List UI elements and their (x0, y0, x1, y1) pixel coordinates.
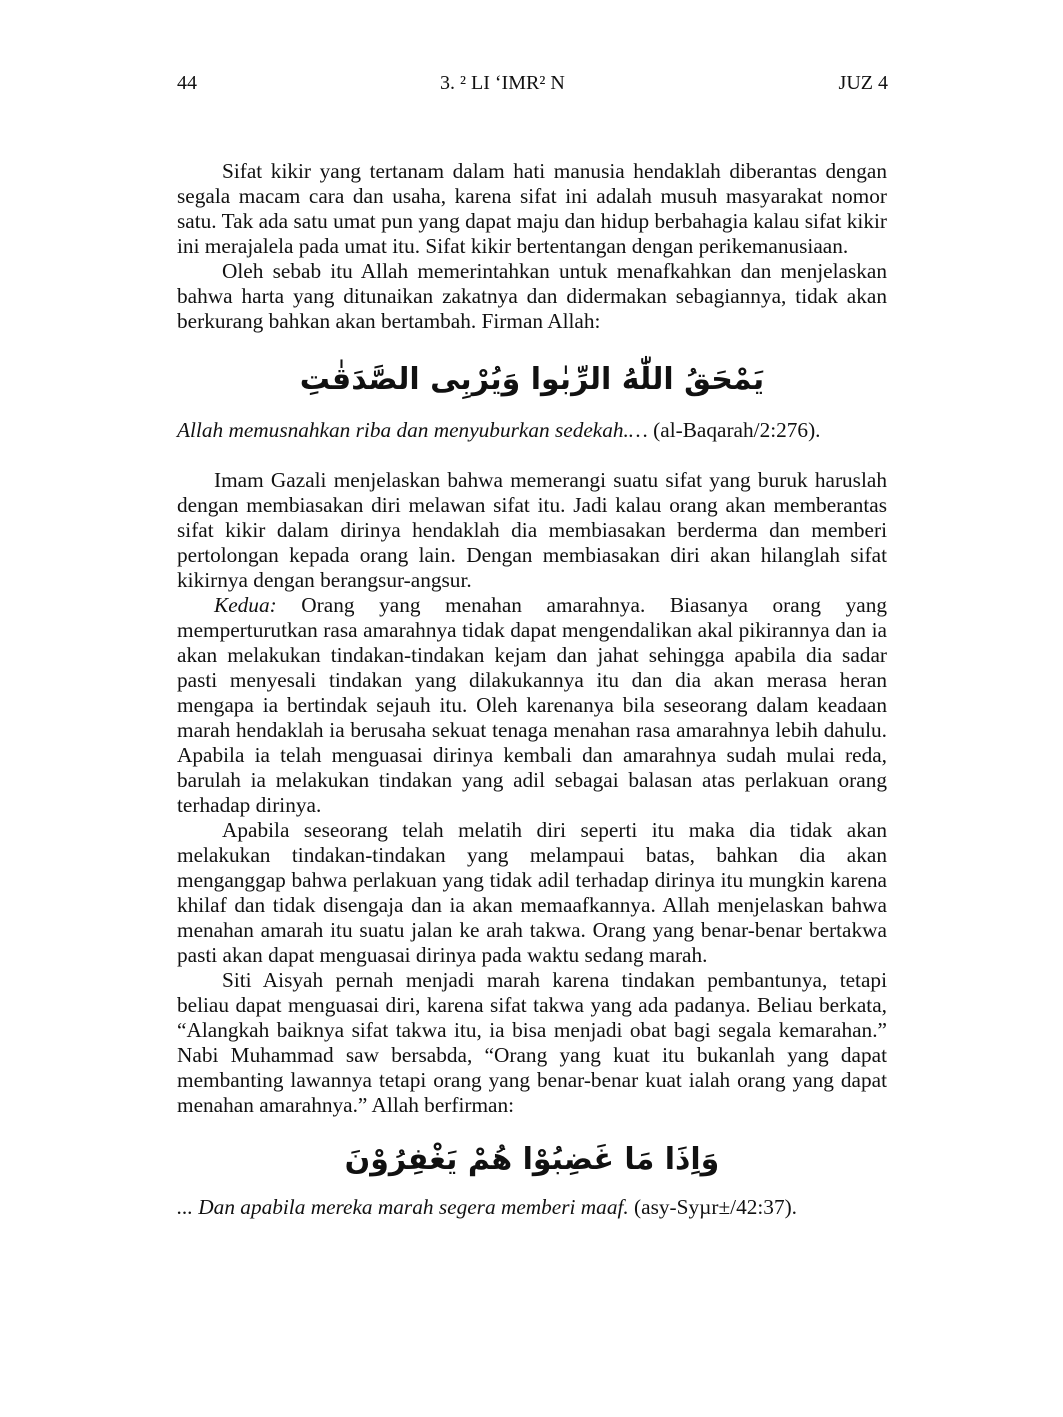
paragraph: Oleh sebab itu Allah memerintahkan untuk menafkahkan dan menjelaskan bahwa harta yang ditunaikan zakatnya dan didermakan sebagiannya, tidak akan berkurang bahkan akan bertambah. Firman Allah: (177, 259, 887, 333)
running-title: 3. ² LI ‘IMR² N (440, 72, 565, 94)
section-2 (177, 468, 887, 1118)
arabic-verse-1: يَمْحَقُ اللّٰهُ الرِّبٰوا وَيُرْبِى الصَّدَقٰتِ (299, 362, 765, 397)
paragraph: Sifat kikir yang tertanam dalam hati manusia hendaklah diberantas dengan segala macam cara dan usaha, karena sifat ini adalah musuh masyarakat nomor satu. Tak ada satu umat pun yang dapat maju dan hidup berbahagia kalau sifat kikir ini merajalela pada umat itu. Sifat kikir bertentangan dengan perikemanusiaan. (177, 159, 887, 258)
verse-2-translation (177, 1195, 887, 1220)
verse-reference: (asy-Syµr±/42:37). (628, 1195, 798, 1219)
translation-text: Allah memusnahkan riba dan menyuburkan sedekah.… (177, 418, 648, 442)
translation-text: ... Dan apabila mereka marah segera memberi maaf. (177, 1195, 629, 1219)
kedua-text: Orang yang menahan amarahnya. Biasanya orang yang memperturutkan rasa amarahnya tidak dapat mengendalikan akal pikirannya dan ia akan melakukan tindakan-tindakan kejam dan jahat sehingga apabila dia sadar pasti menyesali tindakan yang dilakukannya itu dan dia akan merasa heran mengapa ia bertindak sejauh itu. Oleh karenanya bila seseorang dalam keadaan marah hendaklah ia berusaha sekuat tenaga menahan rasa amarahnya lebih dahulu. Apabila ia telah menguasai dirinya kembali dan amarahnya sudah mulai reda, barulah ia melakukan tindakan yang adil sebagai balasan atas perlakuan orang terhadap dirinya. (177, 593, 887, 817)
paragraph: Imam Gazali menjelaskan bahwa memerangi suatu sifat yang buruk haruslah dengan membiasakan diri melawan sifat itu. Jadi kalau orang akan memberantas sifat kikir dalam dirinya hendaklah dia membiasakan berderma dan memberi pertolongan kepada orang lain. Dengan membiasakan diri akan hilanglah sifat kikirnya dengan berangsur-angsur. (177, 468, 887, 592)
paragraph: Siti Aisyah pernah menjadi marah karena tindakan pembantunya, tetapi beliau dapat menguasai diri, karena sifat takwa yang ada padanya. Beliau berkata, “Alangkah baiknya sifat takwa itu, ia bisa menjadi obat bagi segala kemarahan.” Nabi Muhammad saw bersabda, “Orang yang kuat itu bukanlah yang dapat membanting lawannya tetapi orang yang benar-benar kuat ialah orang yang dapat menahan amarahnya.” Allah berfirman: (177, 968, 887, 1117)
paragraph: Apabila seseorang telah melatih diri seperti itu maka dia tidak akan melakukan tindakan-tindakan yang melampaui batas, bahkan dia akan menganggap bahwa perlakuan yang tidak adil terhadap dirinya itu mungkin karena khilaf dan tidak disengaja dan ia akan memaafkannya. Allah menjelaskan bahwa menahan amarah itu suatu jalan ke arah takwa. Orang yang benar-benar bertakwa pasti akan dapat menguasai dirinya pada waktu sedang marah. (177, 818, 887, 967)
verse-reference: (al-Baqarah/2:276). (647, 418, 821, 442)
kedua-label: Kedua: (214, 593, 277, 617)
arabic-verse-2: وَاِذَا مَا غَضِبُوْا هُمْ يَغْفِرُوْنَ (344, 1142, 720, 1177)
verse-1-translation (177, 418, 887, 443)
juz-label: JUZ 4 (838, 72, 888, 94)
paragraph-kedua (177, 593, 887, 818)
section-1 (177, 159, 887, 334)
page-number: 44 (177, 72, 197, 94)
